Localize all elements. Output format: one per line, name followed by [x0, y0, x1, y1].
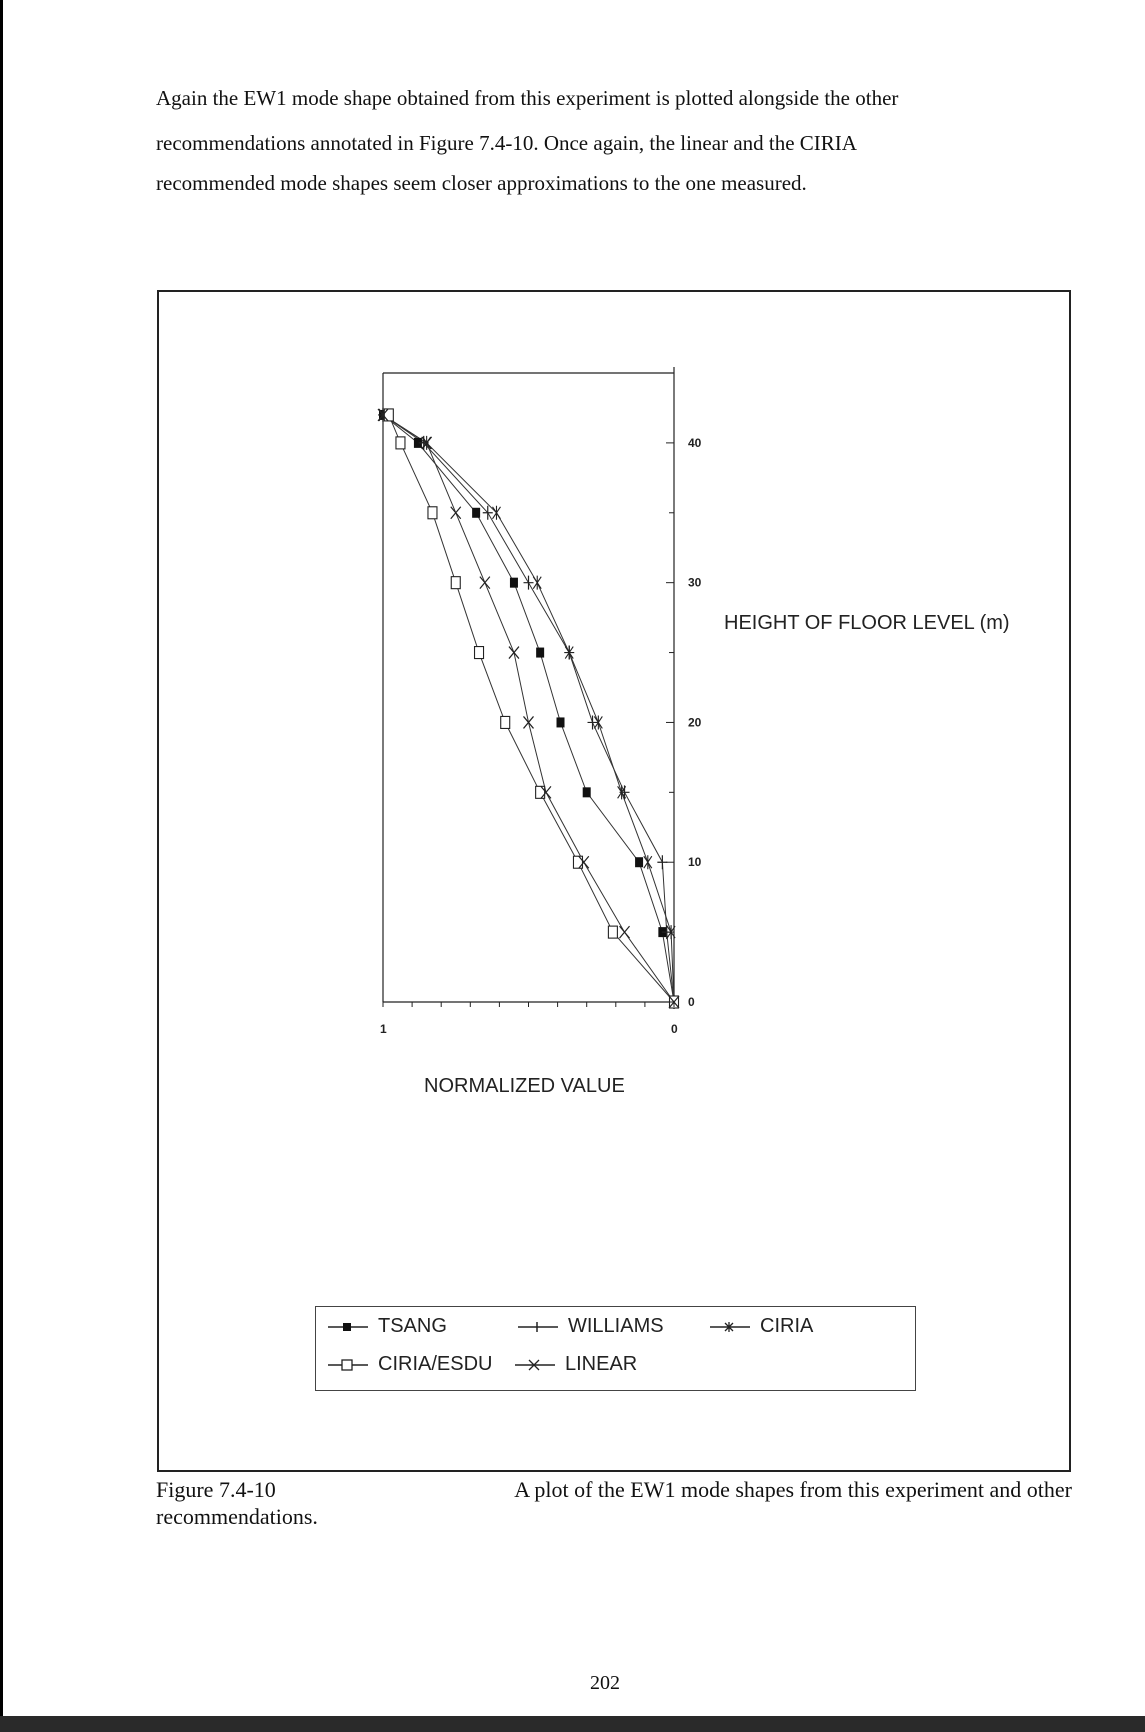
data-point-linear — [480, 577, 490, 589]
data-point-tsang — [583, 787, 591, 797]
series-line-linear — [383, 415, 674, 1002]
y-tick-label: 20 — [688, 715, 702, 730]
data-point-ciria-esdu — [384, 409, 393, 421]
y-tick-label: 30 — [688, 575, 702, 590]
paragraph-line-1: Again the EW1 mode shape obtained from this experiment is plotted alongside the other — [156, 86, 899, 110]
data-point-ciria-esdu — [475, 647, 484, 659]
paragraph-line-2: recommendations annotated in Figure 7.4-10. Once again, the linear and the CIRIA — [156, 131, 857, 155]
series-line-tsang — [383, 415, 674, 1002]
x-tick-label: 1 — [380, 1022, 387, 1036]
data-point-tsang — [536, 648, 544, 658]
data-point-ciria — [644, 855, 652, 869]
data-point-tsang — [510, 578, 518, 588]
x-tick-label: 0 — [671, 1022, 678, 1036]
data-point-linear — [451, 507, 461, 519]
data-point-tsang — [472, 508, 480, 518]
legend-item-ciria-esdu — [326, 1353, 492, 1376]
legend-swatch-williams — [516, 1320, 560, 1334]
legend-label-linear: LINEAR — [565, 1353, 638, 1375]
data-point-williams — [524, 576, 534, 590]
legend-item-williams — [516, 1315, 664, 1338]
y-tick-label: 10 — [688, 855, 702, 870]
data-point-linear — [509, 647, 519, 659]
series-line-williams — [383, 415, 674, 1002]
series-line-ciria-esdu — [389, 415, 674, 1002]
page-bottom-border — [0, 1716, 1145, 1732]
legend-label-williams: WILLIAMS — [568, 1315, 664, 1337]
data-point-tsang — [557, 717, 565, 727]
chart-legend — [315, 1306, 916, 1391]
data-point-ciria-esdu — [608, 926, 617, 938]
data-point-ciria-esdu — [451, 577, 460, 589]
data-point-tsang — [635, 857, 643, 867]
legend-item-ciria — [708, 1315, 813, 1338]
figure-caption — [156, 1476, 1072, 1530]
y-tick-label: 0 — [688, 995, 695, 1009]
x-axis-title: NORMALIZED VALUE — [424, 1075, 625, 1097]
caption-text-line-2: recommendations. — [156, 1504, 318, 1529]
legend-swatch-ciria-esdu — [326, 1358, 370, 1372]
legend-swatch-ciria — [708, 1320, 752, 1334]
caption-text-line-1: A plot of the EW1 mode shapes from this experiment and other — [514, 1477, 1072, 1502]
y-axis-title: HEIGHT OF FLOOR LEVEL (m) — [724, 612, 1010, 634]
legend-item-linear — [513, 1353, 637, 1376]
data-point-ciria-esdu — [501, 716, 510, 728]
caption-label: Figure 7.4-10 — [156, 1477, 276, 1502]
paragraph-line-3: recommended mode shapes seem closer approximations to the one measured. — [156, 171, 807, 195]
data-point-linear — [620, 926, 630, 938]
series-line-ciria — [383, 415, 674, 1002]
data-point-ciria — [533, 576, 541, 590]
data-point-ciria-esdu — [536, 786, 545, 798]
legend-swatch-linear — [513, 1358, 557, 1372]
data-point-ciria-esdu — [396, 437, 405, 449]
legend-swatch-tsang — [326, 1320, 370, 1334]
legend-label-tsang: TSANG — [378, 1315, 447, 1337]
data-point-ciria-esdu — [428, 507, 437, 519]
data-point-ciria — [492, 506, 500, 520]
legend-label-ciria-esdu: CIRIA/ESDU — [378, 1353, 493, 1375]
y-tick-label: 40 — [688, 435, 702, 450]
legend-item-tsang — [326, 1315, 447, 1338]
data-point-williams — [657, 855, 667, 869]
page-number: 202 — [590, 1672, 620, 1694]
data-point-linear — [524, 716, 534, 728]
data-point-ciria-esdu — [573, 856, 582, 868]
legend-label-ciria: CIRIA — [760, 1315, 814, 1337]
